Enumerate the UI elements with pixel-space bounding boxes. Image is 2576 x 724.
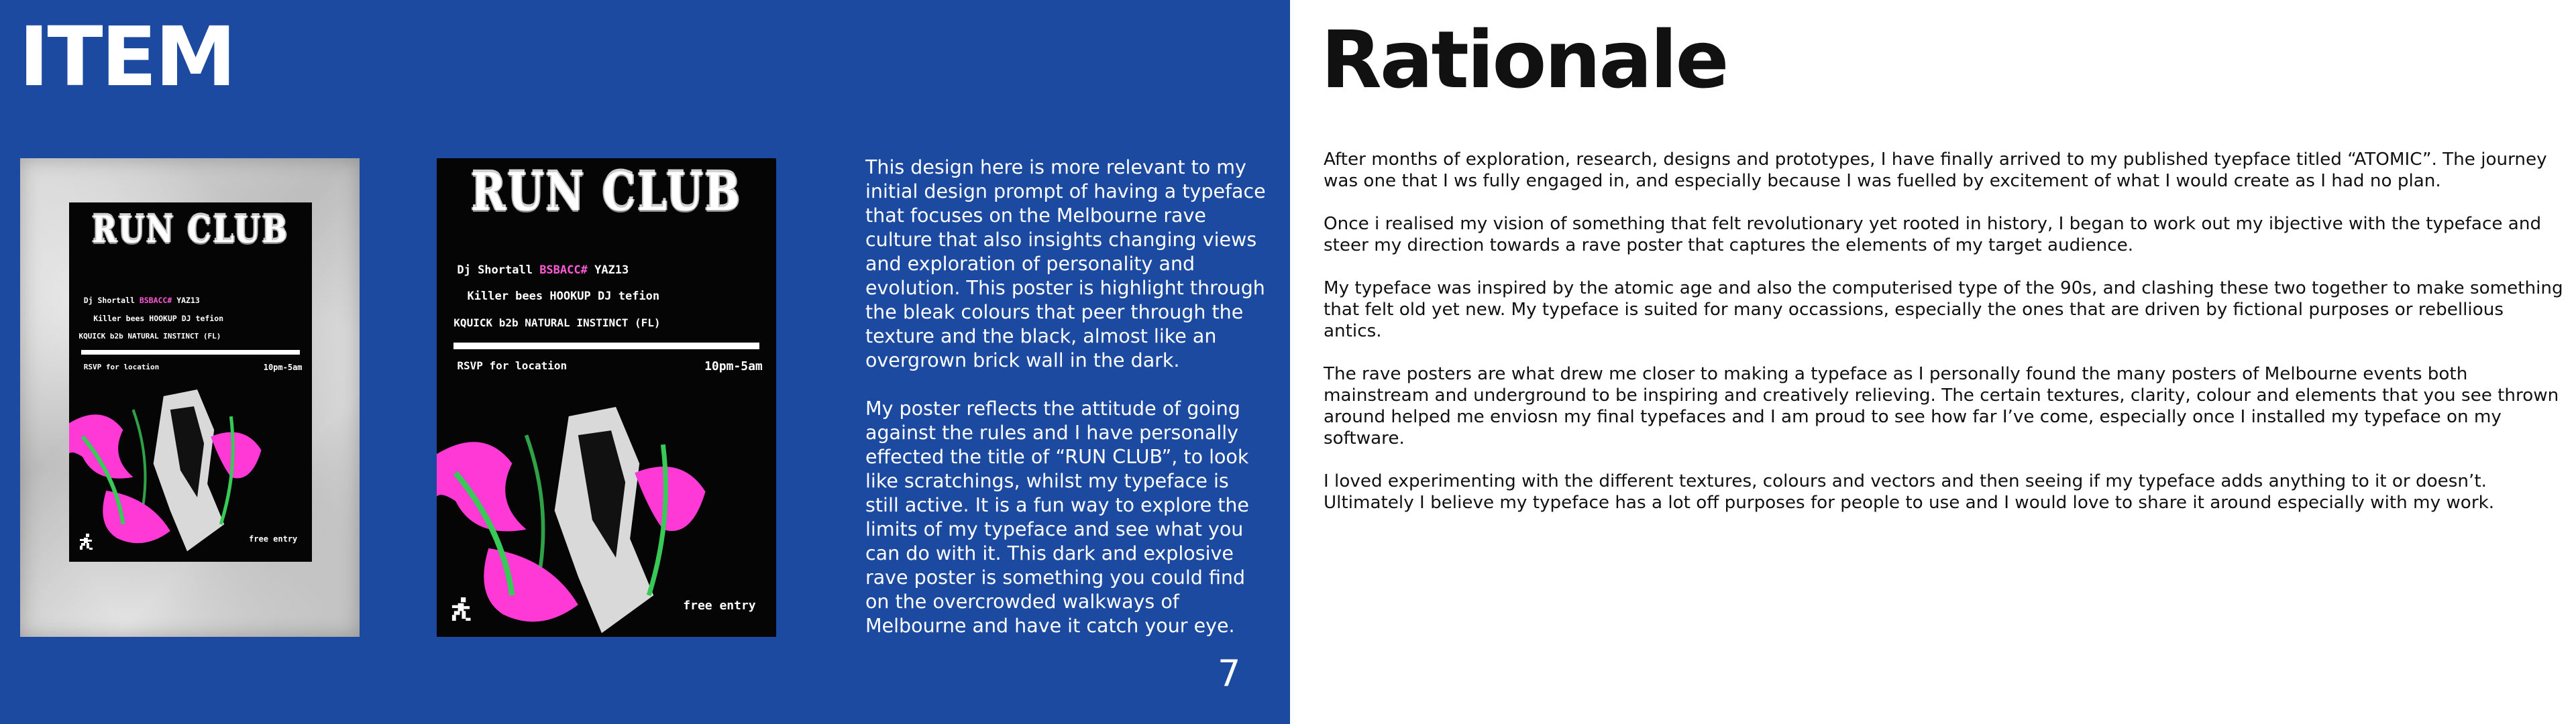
poster-rsvp: RSVP for location: [83, 362, 160, 371]
poster-divider: [81, 350, 300, 355]
poster-lineup-line: Killer bees HOOKUP DJ tefion: [93, 314, 224, 324]
item-paragraph: My poster reflects the attitude of going against the rules and I have personally effected the title of “RUN CLUB”, to look like scratchings, whilst my typeface is still active. It is a fun way to explore the limits of my typeface and see what you can do with it. This dark and explosive rave poster is something you could find on the overcrowded walkways of Melbourne and have it catch your eye.: [865, 398, 1249, 637]
poster-lineup-line: Killer bees HOOKUP DJ tefion: [467, 290, 660, 304]
rationale-paragraph: The rave posters are what drew me closer to making a typeface as I personally found the many posters of Melbourne events both mainstream and underground to be inspiring and creatively relieving. The certain textures, clarity, colour and elements that you see thrown around helped me enviosn my final typefaces and I am proud to see how far I’ve come, especially once I installed my typeface on my software.: [1324, 364, 2559, 448]
poster-lineup-line: KQUICK b2b NATURAL INSTINCT (FL): [453, 316, 661, 329]
poster-rsvp: RSVP for location: [457, 359, 568, 372]
poster-mockup: [69, 202, 312, 562]
poster-hours: 10pm-5am: [704, 359, 763, 373]
poster-lineup-line: KQUICK b2b NATURAL INSTINCT (FL): [78, 331, 221, 341]
rationale-paragraph: Once i realised my vision of something that felt revolutionary yet rooted in history, I began to work out my ibjective with the typeface and steer my direction towards a rave poster that captures the elements of my target audience.: [1324, 214, 2542, 255]
item-title: ITEM: [19, 9, 235, 105]
poster-hours: 10pm-5am: [263, 362, 303, 372]
rationale-paragraph: I loved experimenting with the different textures, colours and vectors and then seeing if my typeface adds anything to it or doesn’t. Ultimately I believe my typeface has a lot off purposes for people to use and I would love to share it around especially with my work.: [1324, 471, 2495, 513]
poster-free-entry: free entry: [249, 534, 298, 544]
poster-artwork-full: [437, 158, 776, 637]
item-description: [865, 156, 1268, 662]
poster-free-entry: free entry: [683, 599, 756, 613]
rationale-paragraph: After months of exploration, research, designs and prototypes, I have finally arrived to my published tyepface titled “ATOMIC”. The journey was one that I ws fully engaged in, and especially because I was fuelled by excitement of what I would create as I had no plan.: [1324, 149, 2547, 191]
rationale-paragraph: My typeface was inspired by the atomic age and also the computerised type of the 90s, and clashing these two together to make something that felt old yet new. My typeface is suited for many occassions, especially the ones that are driven by fictional purposes or rebellious antics.: [1324, 278, 2563, 341]
runner-icon: [450, 597, 472, 623]
rationale-title: Rationale: [1321, 13, 1727, 106]
page-number: 7: [1218, 652, 1241, 695]
poster-headline: RUN CLUB: [471, 162, 742, 223]
runner-icon: [78, 534, 93, 551]
poster-lineup-line: Dj Shortall BSBACC# YAZ13: [457, 263, 629, 278]
poster-flat: [437, 158, 776, 637]
rationale-page: [1290, 0, 2576, 724]
poster-lineup-line: Dj Shortall BSBACC# YAZ13: [83, 296, 200, 306]
poster-mockup-wall: [20, 158, 360, 637]
poster-divider: [453, 343, 759, 349]
poster-headline: RUN CLUB: [92, 208, 289, 252]
rationale-body: [1324, 149, 2565, 535]
item-paragraph: This design here is more relevant to my initial design prompt of having a typeface that focuses on the Melbourne rave culture that also insights changing views and exploration of personality and evolution. This poster is highlight through the bleak colours that peer through the texture and the black, almost like an overgrown brick wall in the dark.: [865, 156, 1266, 371]
